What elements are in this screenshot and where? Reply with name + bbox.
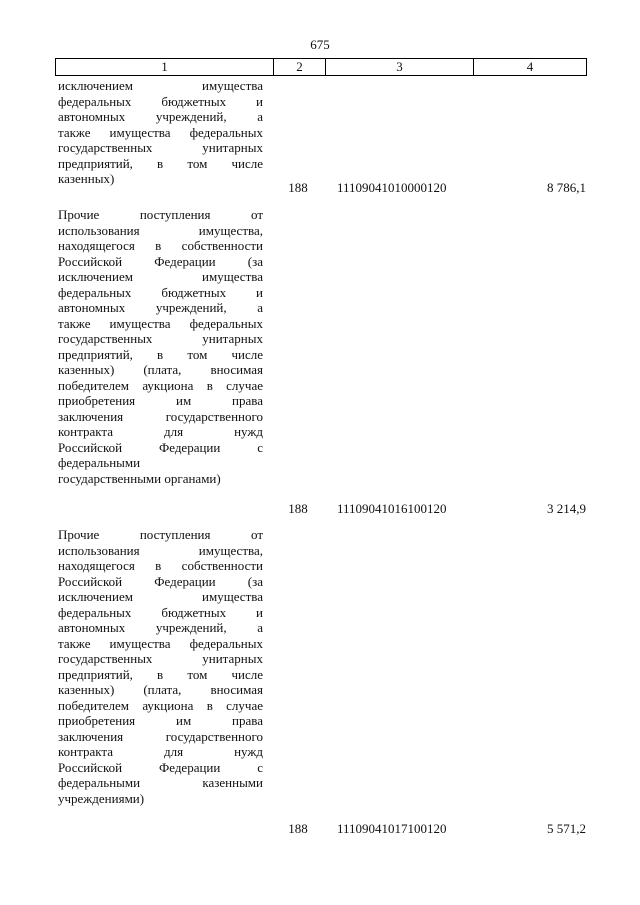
description-line: исключением имущества (58, 78, 263, 93)
description-line: также имущества федеральных (58, 124, 263, 140)
description-line: государственными органами) (58, 470, 221, 486)
description-line: победителем аукциона в случае (58, 697, 263, 713)
description-line: также имущества федеральных (58, 635, 263, 651)
description-line: учреждениями) (58, 790, 145, 806)
description-line: заключения государственного (58, 408, 263, 424)
admin-code: 188 (288, 180, 308, 195)
description-line: предприятий, в том числе (58, 666, 263, 682)
row-description (58, 527, 263, 806)
row-description (58, 78, 263, 187)
description-line: казенных) (плата, вносимая (58, 362, 263, 377)
description-line: федеральными казенными (58, 775, 263, 790)
description-line: заключения государственного (58, 728, 263, 744)
description-line: Российской Федерации с (58, 439, 263, 455)
description-line: приобретения им права (58, 713, 263, 728)
description-line: Российской Федерации с (58, 759, 263, 775)
description-line: автономных учреждений, а (58, 620, 263, 635)
description-line: федеральных бюджетных и (58, 93, 263, 109)
column-header-2: 2 (274, 59, 326, 76)
description-line: автономных учреждений, а (58, 109, 263, 124)
row-description (58, 207, 263, 486)
column-header-1: 1 (56, 59, 274, 76)
description-line: казенных) (58, 171, 115, 186)
description-line: находящегося в собственности (58, 238, 263, 253)
amount: 3 214,9 (547, 501, 586, 516)
description-line: контракта для нужд (58, 424, 263, 439)
description-line: Прочие поступления от (58, 207, 263, 222)
page-number: 675 (310, 37, 330, 52)
admin-code: 188 (288, 501, 308, 516)
column-header-3: 3 (326, 59, 474, 76)
description-line: государственных унитарных (58, 140, 263, 155)
description-line: казенных) (плата, вносимая (58, 682, 263, 697)
description-line: государственных унитарных (58, 331, 263, 346)
kbk-code: 11109041010000120 (337, 180, 447, 195)
description-line: федеральных бюджетных и (58, 604, 263, 620)
description-line: Российской Федерации (за (58, 253, 263, 269)
description-line: автономных учреждений, а (58, 300, 263, 315)
description-line: предприятий, в том числе (58, 346, 263, 362)
admin-code: 188 (288, 821, 308, 836)
amount: 5 571,2 (547, 821, 586, 836)
description-line: находящегося в собственности (58, 558, 263, 573)
description-line: контракта для нужд (58, 744, 263, 759)
description-line: предприятий, в том числе (58, 155, 263, 171)
description-line: федеральных бюджетных и (58, 284, 263, 300)
column-header-row (56, 59, 587, 76)
description-line: Российской Федерации (за (58, 573, 263, 589)
description-line: победителем аукциона в случае (58, 377, 263, 393)
description-line: использования имущества, (58, 542, 263, 558)
description-line: использования имущества, (58, 222, 263, 238)
description-line: исключением имущества (58, 589, 263, 604)
description-line: Прочие поступления от (58, 527, 263, 542)
description-line: исключением имущества (58, 269, 263, 284)
description-line: также имущества федеральных (58, 315, 263, 331)
amount: 8 786,1 (547, 180, 586, 195)
column-header-4: 4 (474, 59, 587, 76)
description-line: государственных унитарных (58, 651, 263, 666)
column-header-table (55, 58, 587, 76)
kbk-code: 11109041016100120 (337, 501, 447, 516)
kbk-code: 11109041017100120 (337, 821, 447, 836)
description-line: федеральными (58, 455, 141, 470)
description-line: приобретения им права (58, 393, 263, 408)
